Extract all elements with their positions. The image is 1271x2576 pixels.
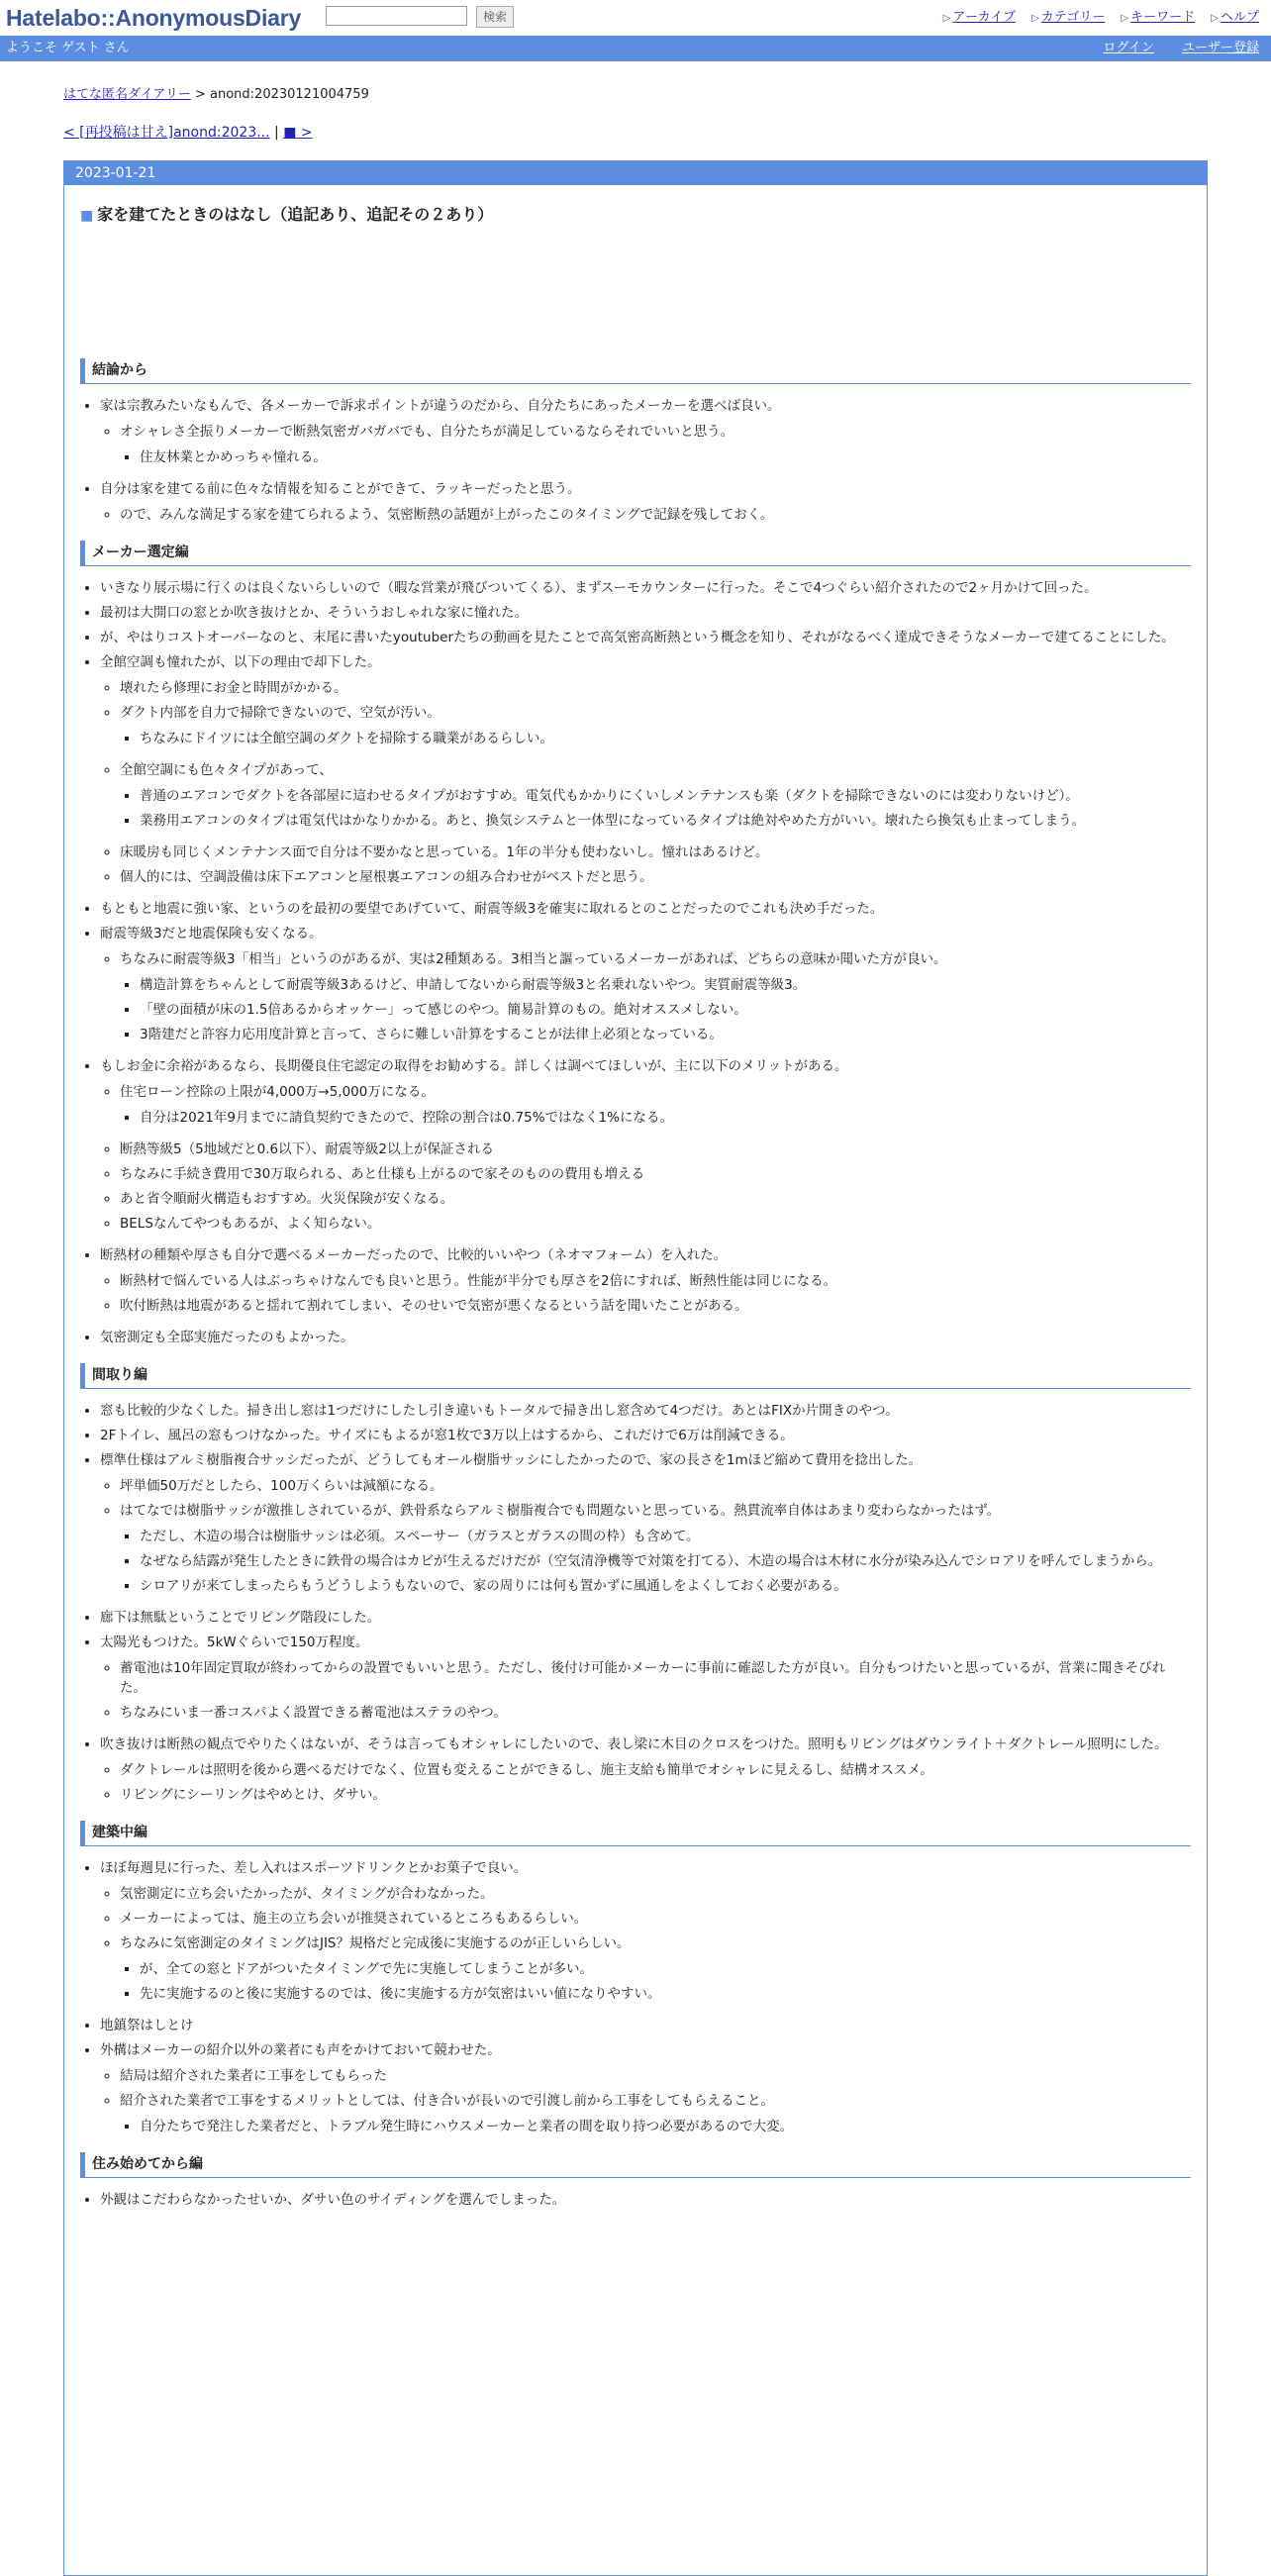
list-item-text: 外観はこだわらなかったせいか、ダサい色のサイディングを選んでしまった。	[100, 2192, 566, 2208]
bullet-list	[100, 422, 1191, 467]
list-item-text: 断熱材の種類や厚さも自分で選べるメーカーだったので、比較的いいやつ（ネオマフォーム）を入れた。	[100, 1247, 728, 1263]
list-item	[120, 1501, 1191, 1596]
list-item	[140, 729, 1191, 748]
section-heading: 住み始めてから編	[80, 2152, 1191, 2178]
list-item-text: 自分は家を建てる前に色々な情報を知ることができて、ラッキーだったと思う。	[100, 481, 581, 497]
bullet-list	[120, 729, 1191, 748]
list-item	[120, 760, 1191, 831]
next-entry-link[interactable]: ■ >	[283, 125, 313, 141]
welcome-text: ようこそ ゲスト さん	[6, 41, 130, 55]
bullet-list	[100, 1760, 1191, 1805]
list-item	[120, 1214, 1191, 1234]
list-item-text: 住宅ローン控除の上限が4,000万→5,000万になる。	[120, 1084, 435, 1100]
list-item-text: 構造計算をちゃんとして耐震等級3あるけど、申請してないから耐震等級3と名乗れないやつ。実質耐震等級3。	[140, 977, 807, 993]
list-item	[100, 1633, 1191, 1723]
list-item	[120, 1703, 1191, 1723]
section-heading: 建築中編	[80, 1821, 1191, 1846]
list-item-text: 個人的には、空調設備は床下エアコンと屋根裏エアコンの組み合わせがベストだと思う。	[120, 869, 653, 885]
list-item-text: いきなり展示場に行くのは良くないらしいので（暇な営業が飛びついてくる）、まずスーモカウンターに行った。そこで4つぐらい紹介されたので2ヶ月かけて回った。	[100, 580, 1098, 596]
list-item	[140, 786, 1191, 806]
list-item-text: が、やはりコストオーバーなのと、末尾に書いたyoutuberたちの動画を見たことで高気密高断熱という概念を知り、それがなるべく達成できそうなメーカーで建てることにした。	[100, 630, 1175, 645]
list-item-text: 気密測定も全邸実施だったのもよかった。	[100, 1330, 354, 1345]
list-item-text: 坪単価50万だとしたら、100万くらいは減額になる。	[120, 1478, 443, 1494]
list-item-text: ただし、木造の場合は樹脂サッシは必須。スペーサー（ガラスとガラスの間の枠）も含めて。	[140, 1529, 700, 1544]
list-item-text: ダクトレールは照明を後から選べるだけでなく、位置も変えることができるし、施主支給も簡単でオシャレに見えるし、結構オススメ。	[120, 1762, 933, 1778]
bullet-list	[80, 1858, 1191, 2136]
bullet-list	[80, 2190, 1191, 2210]
breadcrumb-home-link[interactable]: はてな匿名ダイアリー	[63, 87, 191, 102]
arrow-icon: ▷	[942, 13, 951, 24]
top-navigation	[931, 8, 1259, 29]
list-item	[120, 2091, 1191, 2136]
list-item	[120, 949, 1191, 1044]
list-item	[120, 1658, 1191, 1698]
entry-title	[80, 203, 1191, 228]
bullet-list	[100, 505, 1191, 525]
list-item-text: 地鎮祭はしとけ	[100, 2018, 194, 2033]
list-item	[120, 422, 1191, 467]
list-item-text: 先に実施するのと後に実施するのでは、後に実施する方が気密はいい値になりやすい。	[140, 1986, 661, 2002]
list-item	[120, 1082, 1191, 1128]
list-item-text: 業務用エアコンのタイプは電気代はかなりかかる。あと、換気システムと一体型になっているタイプは絶対やめた方がいい。壊れたら換気も止まってしまう。	[140, 813, 1086, 829]
list-item	[120, 703, 1191, 748]
day-entry-box	[63, 160, 1208, 2576]
search-input[interactable]	[326, 6, 467, 26]
list-item-text: 廊下は無駄ということでリビング階段にした。	[100, 1610, 381, 1626]
bullet-list	[100, 1658, 1191, 1723]
list-item	[100, 899, 1191, 919]
nav-archive-link[interactable]: アーカイブ	[952, 10, 1016, 25]
list-item-text: 太陽光もつけた。5kWぐらいで150万程度。	[100, 1635, 369, 1650]
list-item	[140, 1527, 1191, 1546]
list-item	[140, 447, 1191, 467]
list-item-text: 家は宗教みたいなもんで、各メーカーで訴求ポイントが違うのだから、自分たちにあったメーカーを選べば良い。	[100, 398, 781, 414]
list-item-text: 標準仕様はアルミ樹脂複合サッシだったが、どうしてもオール樹脂サッシにしたかったので、家の長さを1mほど縮めて費用を捻出した。	[100, 1452, 923, 1468]
list-item	[120, 1139, 1191, 1159]
list-item-text: 窓も比較的少なくした。掃き出し窓は1つだけにしたし引き違いもトータルで掃き出し窓含めて4つだけ。あとはFIXか片開きのやつ。	[100, 1403, 899, 1419]
list-item	[140, 1959, 1191, 1979]
list-item	[100, 2040, 1191, 2136]
list-item-text: メーカーによっては、施主の立ち会いが推奨されているところもあるらしい。	[120, 1911, 588, 1927]
bullet-list	[100, 2066, 1191, 2136]
login-link[interactable]: ログイン	[1103, 41, 1154, 55]
list-item	[120, 505, 1191, 525]
list-item-text: 耐震等級3だと地震保険も安くなる。	[100, 926, 323, 941]
bullet-list	[120, 1527, 1191, 1596]
list-item-text: 蓄電池は10年固定買取が終わってからの設置でもいいと思う。ただし、後付け可能かメーカーに事前に確認した方が良い。自分もつけたいと思っているが、営業に聞きそびれた。	[120, 1660, 1166, 1696]
bullet-list	[120, 2117, 1191, 2136]
list-item-text: 住友林業とかめっちゃ憧れる。	[140, 449, 327, 465]
list-item	[100, 1401, 1191, 1421]
bullet-list	[100, 949, 1191, 1044]
list-item	[100, 396, 1191, 467]
list-item	[120, 1884, 1191, 1904]
bullet-list	[120, 786, 1191, 831]
list-item	[140, 811, 1191, 831]
register-link[interactable]: ユーザー登録	[1181, 41, 1259, 55]
blank-area	[80, 228, 1191, 343]
list-item	[120, 1760, 1191, 1780]
bullet-list	[120, 1108, 1191, 1128]
search-button[interactable]: 検索	[476, 6, 514, 28]
list-item-text: 普通のエアコンでダクトを各部屋に這わせるタイプがおすすめ。電気代もかかりにくいしメンテナンスも楽（ダクトを掃除できないのには変わりないけど）。	[140, 788, 1079, 804]
list-item-text: BELSなんてやつもあるが、よく知らない。	[120, 1216, 381, 1232]
list-item	[140, 1576, 1191, 1596]
list-item	[120, 2066, 1191, 2086]
bullet-list	[80, 396, 1191, 525]
nav-keyword-link[interactable]: キーワード	[1130, 10, 1196, 25]
list-item	[140, 1108, 1191, 1128]
list-item-text: 気密測定に立ち会いたかったが、タイミングが合わなかった。	[120, 1886, 494, 1902]
entry-date: 2023-01-21	[64, 161, 1207, 185]
arrow-icon: ▷	[1211, 13, 1219, 24]
list-item-text: 「壁の面積が床の1.5倍あるからオッケー」って感じのやつ。簡易計算のもの。絶対オススメしない。	[140, 1002, 747, 1018]
list-item-text: はてなでは樹脂サッシが激推しされているが、鉄骨系ならアルミ樹脂複合でも問題ないと思っている。熱貫流率自体はあまり変わらなかったはず。	[120, 1503, 1001, 1519]
list-item-text: 自分は2021年9月までに請負契約できたので、控除の割合は0.75%ではなく1%になる。	[140, 1110, 673, 1126]
list-item	[100, 1245, 1191, 1316]
list-item	[100, 924, 1191, 1044]
list-item	[120, 1909, 1191, 1929]
list-item-text: なぜなら結露が発生したときに鉄骨の場合はカビが生えるだけだが（空気清浄機等で対策を打てる）、木造の場合は木材に水分が染み込んでシロアリを呼んでしまうから。	[140, 1553, 1162, 1569]
list-item-text: 最初は大開口の窓とか吹き抜けとか、そういうおしゃれな家に憧れた。	[100, 605, 528, 621]
list-item	[100, 652, 1191, 887]
section-heading: 結論から	[80, 358, 1191, 384]
pager-separator: |	[269, 125, 284, 141]
list-item	[100, 628, 1191, 647]
list-item-text: 断熱材で悩んでいる人はぶっちゃけなんでも良いと思う。性能が半分でも厚さを2倍にすれば、断熱性能は同じになる。	[120, 1273, 837, 1289]
bullet-list	[100, 1884, 1191, 2004]
list-item	[100, 1426, 1191, 1445]
list-item	[100, 2016, 1191, 2035]
list-item-text: 床暖房も同じくメンテナンス面で自分は不要かなと思っている。1年の半分も使わないし。憧れはあるけど。	[120, 844, 769, 860]
list-item	[140, 1984, 1191, 2004]
list-item	[120, 678, 1191, 698]
section-heading: メーカー選定編	[80, 541, 1191, 566]
list-item-text: オシャレさ全振りメーカーで断熱気密ガバガバでも、自分たちが満足しているならそれでいいと思う。	[120, 424, 734, 440]
section-heading: 間取り編	[80, 1363, 1191, 1389]
list-item	[120, 842, 1191, 862]
breadcrumb-current: anond:20230121004759	[210, 87, 369, 102]
bullet-list	[100, 1476, 1191, 1596]
list-item-text: 結局は紹介された業者に工事をしてもらった	[120, 2068, 387, 2084]
bullet-list	[120, 975, 1191, 1044]
list-item	[100, 578, 1191, 598]
list-item	[100, 479, 1191, 525]
list-item	[100, 2190, 1191, 2210]
list-item-text: 断熱等級5（5地域だと0.6以下）、耐震等級2以上が保証される	[120, 1141, 494, 1157]
list-item-text: あと省令順耐火構造もおすすめ。火災保険が安くなる。	[120, 1191, 454, 1207]
list-item	[120, 1476, 1191, 1496]
list-item	[140, 1025, 1191, 1044]
list-item-text: リビングにシーリングはやめとけ、ダサい。	[120, 1787, 386, 1803]
list-item-text: ダクト内部を自力で掃除できないので、空気が汚い。	[120, 705, 440, 721]
list-item	[120, 1933, 1191, 2004]
list-item	[120, 1785, 1191, 1805]
list-item-text: 全館空調も憧れたが、以下の理由で却下した。	[100, 654, 381, 670]
list-item	[100, 1608, 1191, 1628]
list-item-text: ちなみに手続き費用で30万取られる、あと仕様も上がるので家そのものの費用も増える	[120, 1166, 645, 1182]
nav-help-link[interactable]: ヘルプ	[1220, 10, 1259, 25]
list-item-text: 外構はメーカーの紹介以外の業者にも声をかけておいて競わせた。	[100, 2042, 501, 2058]
list-item-text: 吹き抜けは断熱の観点でやりたくはないが、そうは言ってもオシャレにしたいので、表し梁に木目のクロスをつけた。照明もリビングはダウンライト＋ダクトレール照明にした。	[100, 1736, 1168, 1752]
list-item-text: 吹付断熱は地震があると揺れて割れてしまい、そのせいで気密が悪くなるという話を聞いたことがある。	[120, 1298, 748, 1314]
header-bar	[0, 0, 1271, 36]
list-item	[100, 1056, 1191, 1234]
list-item-text: 自分たちで発注した業者だと、トラブル発生時にハウスメーカーと業者の間を取り持つ必要があるので大変。	[140, 2119, 794, 2134]
list-item	[120, 867, 1191, 887]
list-item-text: 3階建だと許容力応用度計算と言って、さらに難しい計算をすることが法律上必須となっている。	[140, 1027, 723, 1042]
bullet-list	[120, 447, 1191, 467]
breadcrumb-separator: >	[190, 87, 211, 102]
list-item	[120, 1189, 1191, 1209]
list-item	[100, 603, 1191, 623]
list-item	[140, 1000, 1191, 1020]
user-bar	[0, 36, 1271, 61]
list-item-text: ちなみに気密測定のタイミングはJIS？規格だと完成後に実施するのが正しいらしい。	[120, 1935, 631, 1951]
list-item	[100, 1328, 1191, 1347]
list-item	[140, 2117, 1191, 2136]
breadcrumb	[63, 85, 369, 105]
list-item-text: もしお金に余裕があるなら、長期優良住宅認定の取得をお勧めする。詳しくは調べてほしいが、主に以下のメリットがある。	[100, 1058, 848, 1074]
list-item	[140, 1551, 1191, 1571]
bullet-list	[100, 1271, 1191, 1316]
list-item-text: が、全ての窓とドアがついたタイミングで先に実施してしまうことが多い。	[140, 1961, 594, 1977]
list-item	[100, 1858, 1191, 2004]
bullet-list	[100, 1082, 1191, 1234]
list-item	[120, 1296, 1191, 1316]
entry-permalink-square-icon[interactable]: ■	[80, 208, 94, 224]
list-item-text: ちなみにドイツには全館空調のダクトを掃除する職業があるらしい。	[140, 731, 553, 746]
list-item-text: ほぼ毎週見に行った、差し入れはスポーツドリンクとかお菓子で良い。	[100, 1860, 528, 1876]
list-item-text: 全館空調にも色々タイプがあって、	[120, 762, 333, 778]
entry-pager	[63, 123, 313, 143]
bullet-list	[120, 1959, 1191, 2004]
nav-category-link[interactable]: カテゴリー	[1040, 10, 1106, 25]
bullet-list	[80, 578, 1191, 1347]
list-item	[120, 1164, 1191, 1184]
list-item-text: ちなみにいま一番コスパよく設置できる蓄電池はステラのやつ。	[120, 1705, 507, 1721]
list-item	[100, 1734, 1191, 1805]
list-item-text: 2Fトイレ、風呂の窓もつけなかった。サイズにもよるが窓1枚で3万以上はするから、これだけで6万は削減できる。	[100, 1428, 794, 1443]
entry-title-text: 家を建てたときのはなし（追記あり、追記その２あり）	[97, 205, 494, 224]
site-logo[interactable]: Hatelabo::AnonymousDiary	[6, 5, 302, 31]
list-item-text: ちなみに耐震等級3「相当」というのがあるが、実は2種類ある。3相当と謳っているメーカーがあれば、どちらの意味か聞いた方が良い。	[120, 951, 947, 967]
list-item-text: 壊れたら修理にお金と時間がかかる。	[120, 680, 347, 696]
bullet-list	[100, 678, 1191, 887]
list-item-text: ので、みんな満足する家を建てられるよう、気密断熱の話題が上がったこのタイミングで記録を残しておく。	[120, 507, 774, 523]
arrow-icon: ▷	[1031, 13, 1039, 24]
bullet-list	[80, 1401, 1191, 1805]
list-item	[120, 1271, 1191, 1291]
list-item	[100, 1450, 1191, 1596]
list-item	[140, 975, 1191, 995]
list-item-text: シロアリが来てしまったらもうどうしようもないので、家の周りには何も置かずに風通しをよくしておく必要がある。	[140, 1578, 847, 1594]
arrow-icon: ▷	[1121, 13, 1129, 24]
list-item-text: 紹介された業者で工事をするメリットとしては、付き合いが長いので引渡し前から工事をしてもらえること。	[120, 2093, 774, 2109]
entry-body	[80, 358, 1191, 2210]
list-item-text: もともと地震に強い家、というのを最初の要望であげていて、耐震等級3を確実に取れるとのことだったのでこれも決め手だった。	[100, 901, 884, 917]
prev-entry-link[interactable]: < [再投稿は甘え]anond:2023...	[63, 125, 270, 141]
